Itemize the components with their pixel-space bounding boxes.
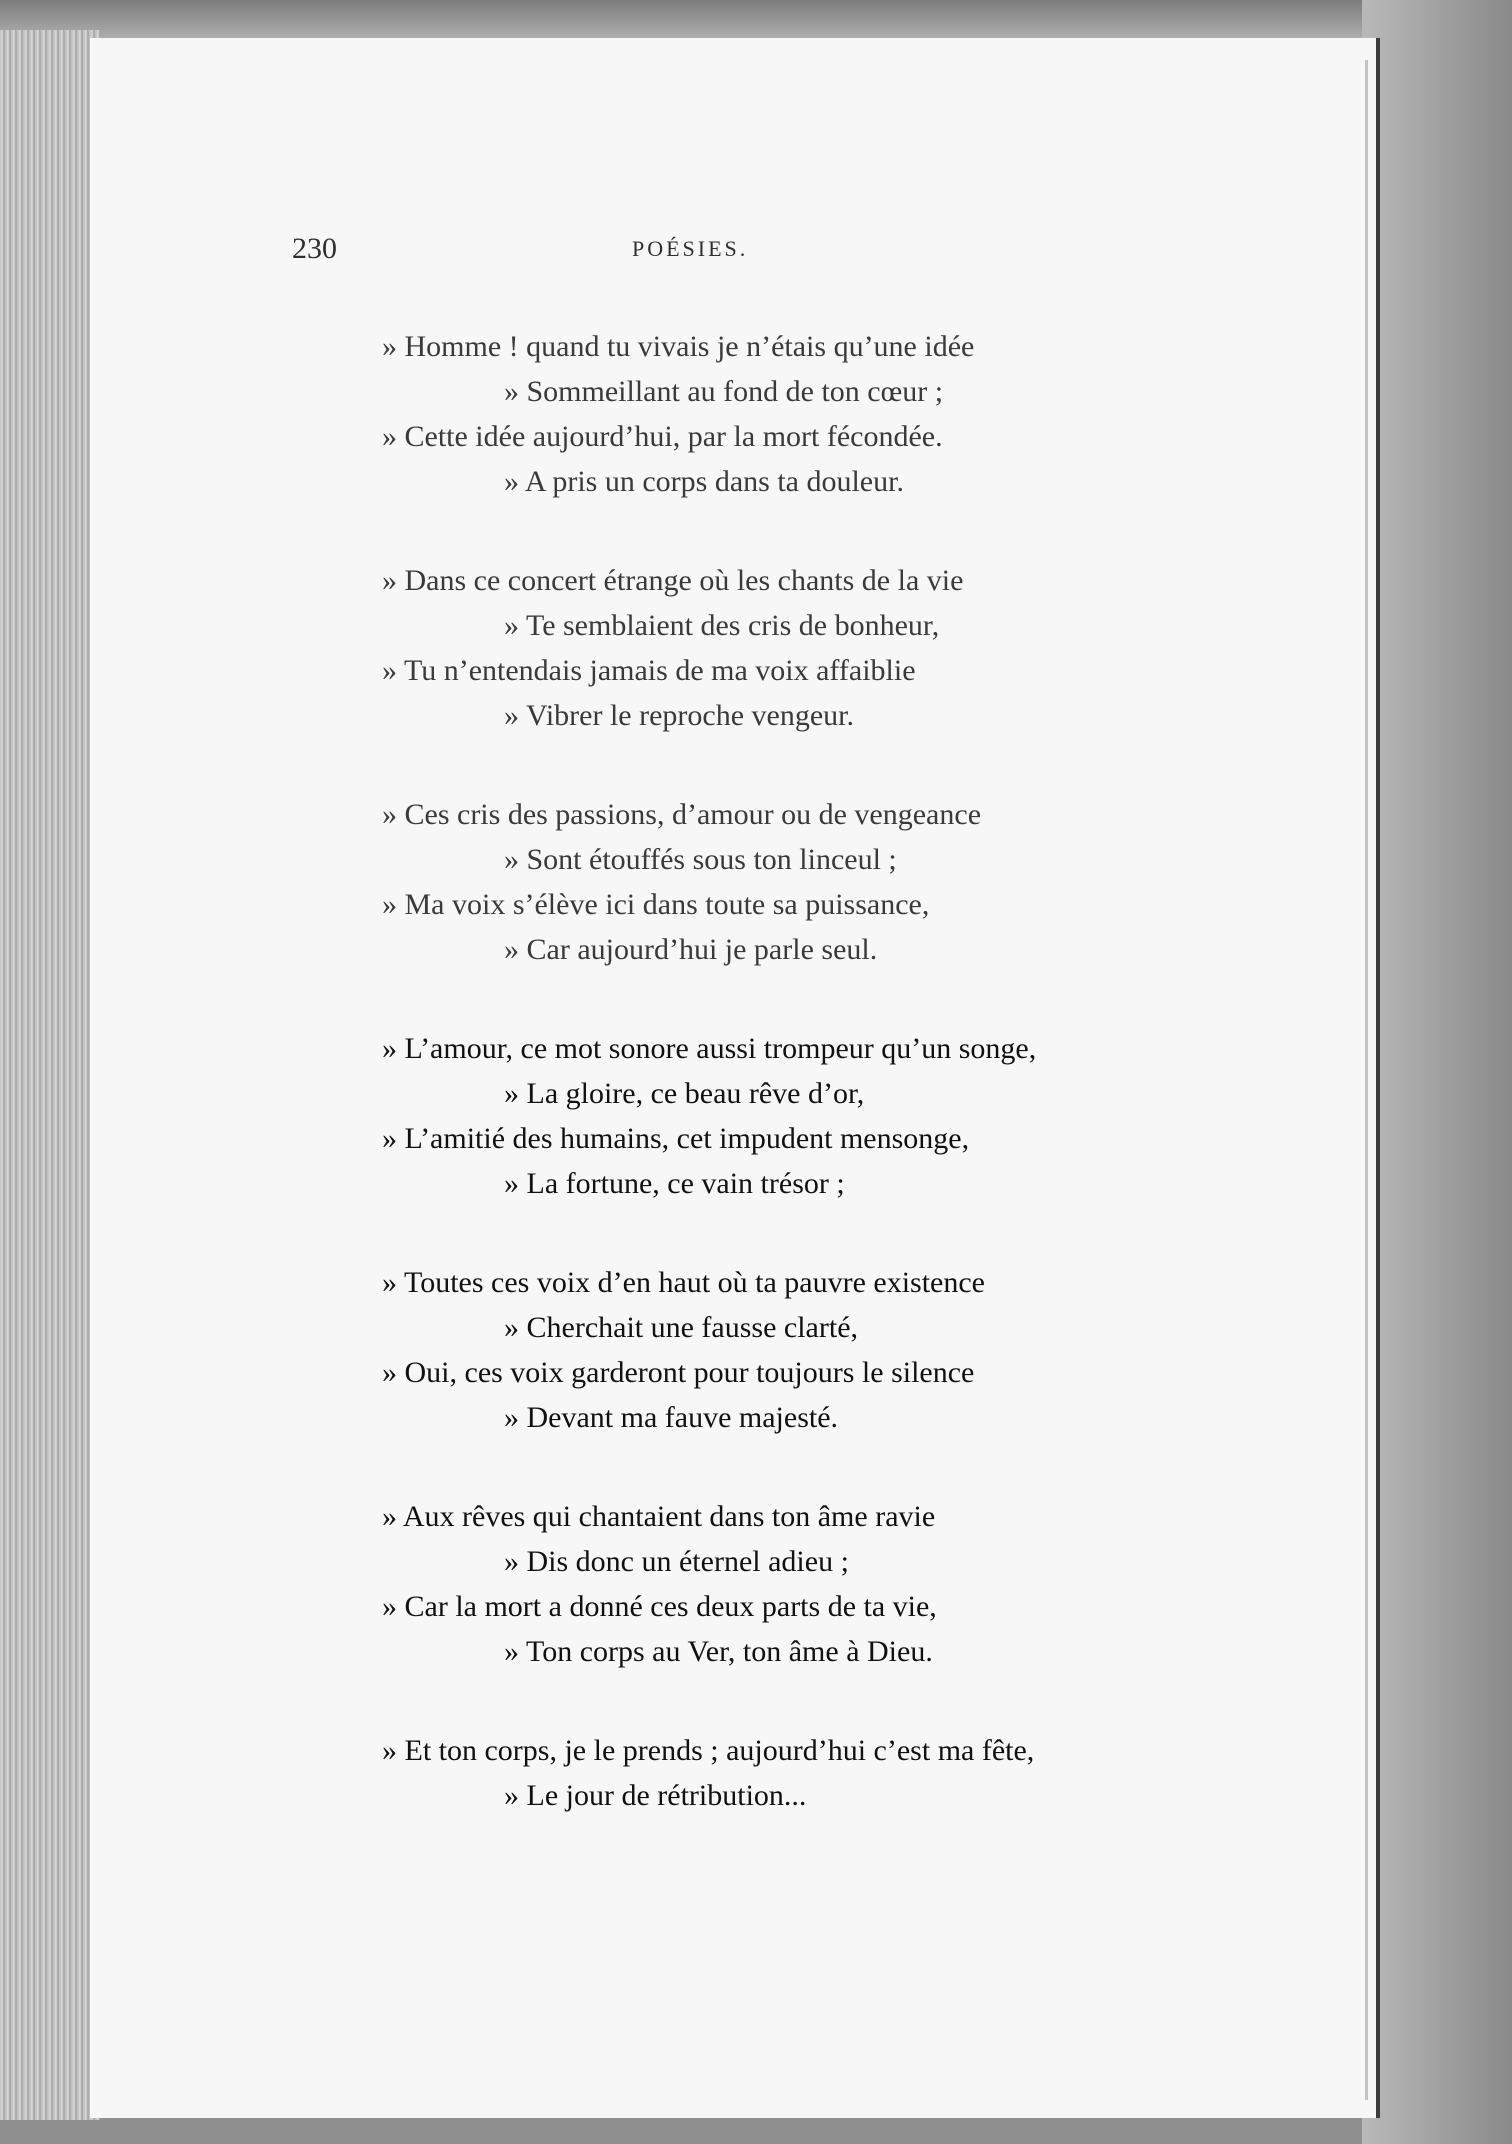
poem-line: » Cette idée aujourd’hui, par la mort fécondée. xyxy=(382,420,943,453)
stanza-3 xyxy=(382,792,1202,972)
stanza-1 xyxy=(382,324,1202,504)
poem-line: » L’amitié des humains, cet impudent mensonge, xyxy=(382,1122,970,1155)
poem-line: » Te semblaient des cris de bonheur, xyxy=(504,609,940,642)
poem-line: » Sommeillant au fond de ton cœur ; xyxy=(504,375,944,408)
poem-line: » Dis donc un éternel adieu ; xyxy=(504,1545,849,1578)
book-page-edges xyxy=(0,30,100,2120)
poem-line: » Ma voix s’élève ici dans toute sa puissance, xyxy=(382,888,930,921)
stanza-2 xyxy=(382,558,1202,738)
poem-line: » Cherchait une fausse clarté, xyxy=(504,1311,859,1344)
poem-line: » La fortune, ce vain trésor ; xyxy=(504,1167,845,1200)
poem-line: » Toutes ces voix d’en haut où ta pauvre existence xyxy=(382,1266,985,1299)
stanza-5 xyxy=(382,1260,1202,1440)
poem-line: » Et ton corps, je le prends ; aujourd’hui c’est ma fête, xyxy=(382,1734,1035,1767)
page-gutter-line xyxy=(1365,60,1368,2100)
poem-line: » Car la mort a donné ces deux parts de ta vie, xyxy=(382,1590,937,1623)
poem-line: » Aux rêves qui chantaient dans ton âme ravie xyxy=(382,1500,936,1533)
poem-line: » Tu n’entendais jamais de ma voix affaiblie xyxy=(382,654,916,687)
stanza-7 xyxy=(382,1728,1202,1818)
poem-body xyxy=(382,324,1202,1872)
poem-line: » Le jour de rétribution... xyxy=(504,1779,807,1812)
poem-line: » La gloire, ce beau rêve d’or, xyxy=(504,1077,865,1110)
poem-line: » Ton corps au Ver, ton âme à Dieu. xyxy=(504,1635,933,1668)
page-number: 230 xyxy=(292,232,337,265)
poem-line: » L’amour, ce mot sonore aussi trompeur qu’un songe, xyxy=(382,1032,1037,1065)
stanza-6 xyxy=(382,1494,1202,1674)
poem-line: » Vibrer le reproche vengeur. xyxy=(504,699,854,732)
poem-line: » Ces cris des passions, d’amour ou de vengeance xyxy=(382,798,982,831)
poem-line: » A pris un corps dans ta douleur. xyxy=(504,465,904,498)
poem-line: » Car aujourd’hui je parle seul. xyxy=(504,933,878,966)
scan-background-right xyxy=(1362,0,1512,2144)
poem-line: » Homme ! quand tu vivais je n’étais qu’une idée xyxy=(382,330,975,363)
poem-line: » Dans ce concert étrange où les chants de la vie xyxy=(382,564,964,597)
stanza-4 xyxy=(382,1026,1202,1206)
poem-line: » Oui, ces voix garderont pour toujours le silence xyxy=(382,1356,975,1389)
running-title: POÉSIES. xyxy=(632,236,749,261)
poem-line: » Devant ma fauve majesté. xyxy=(504,1401,839,1434)
running-head xyxy=(292,232,852,274)
poem-line: » Sont étouffés sous ton linceul ; xyxy=(504,843,897,876)
